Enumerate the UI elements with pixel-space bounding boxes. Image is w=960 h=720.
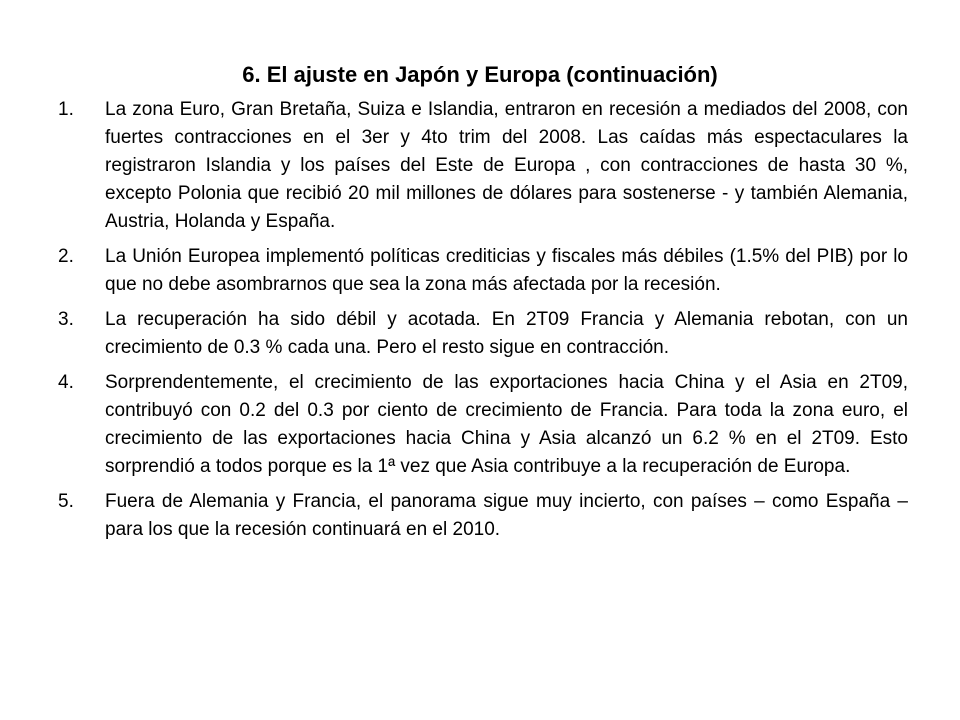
list-item bbox=[58, 488, 908, 544]
list-item-text: La Unión Europea implementó políticas crediticias y fiscales más débiles (1.5% del PIB) por lo que no debe asombrarnos que sea la zona más afectada por la recesión. bbox=[105, 246, 908, 295]
numbered-list bbox=[58, 96, 908, 551]
list-item bbox=[58, 306, 908, 362]
list-item-number: 5. bbox=[58, 491, 74, 512]
list-item-text: La recuperación ha sido débil y acotada. En 2T09 Francia y Alemania rebotan, con un crecimiento de 0.3 % cada una. Pero el resto sigue en contracción. bbox=[105, 309, 908, 358]
list-item-text: Sorprendentemente, el crecimiento de las exportaciones hacia China y el Asia en 2T09, contribuyó con 0.2 del 0.3 por ciento de crecimiento de Francia. Para toda la zona euro, el crecimiento de las exportaciones hacia China y Asia alcanzó un 6.2 % en el 2T09. Esto sorprendió a todos porque es la 1ª vez que Asia contribuye a la recuperación de Europa. bbox=[105, 372, 908, 477]
list-item-number: 2. bbox=[58, 246, 74, 267]
list-item bbox=[58, 96, 908, 236]
list-item-text: Fuera de Alemania y Francia, el panorama sigue muy incierto, con países – como España – para los que la recesión continuará en el 2010. bbox=[105, 491, 908, 540]
list-item-number: 1. bbox=[58, 99, 74, 120]
list-item-number: 4. bbox=[58, 372, 74, 393]
list-item bbox=[58, 243, 908, 299]
list-item-text: La zona Euro, Gran Bretaña, Suiza e Islandia, entraron en recesión a mediados del 2008, con fuertes contracciones en el 3er y 4to trim del 2008. Las caídas más espectaculares la registraron Islandia y los países del Este de Europa , con contracciones de hasta 30 %, excepto Polonia que recibió 20 mil millones de dólares para sostenerse - y también Alemania, Austria, Holanda y España. bbox=[105, 99, 908, 232]
slide-title: 6. El ajuste en Japón y Europa (continuación) bbox=[242, 62, 718, 87]
list-item bbox=[58, 369, 908, 481]
list-item-number: 3. bbox=[58, 309, 74, 330]
